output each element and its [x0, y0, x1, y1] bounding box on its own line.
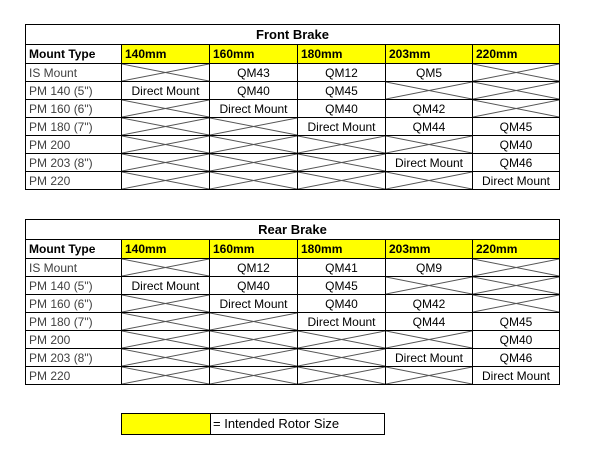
adapter-cell: QM45 [473, 313, 560, 331]
cross-out-mark [386, 367, 472, 384]
cross-out-mark [298, 367, 385, 384]
col-header-160mm: 160mm [210, 240, 298, 259]
mount-type-label: PM 203 (8") [26, 349, 122, 367]
cross-out-mark [122, 118, 209, 135]
table-row [26, 64, 560, 82]
col-header-mount-type: Mount Type [26, 45, 122, 64]
mount-type-label: PM 140 (5") [26, 277, 122, 295]
adapter-cell: QM40 [298, 100, 386, 118]
adapter-cell: QM12 [210, 259, 298, 277]
not-applicable-cell [210, 313, 298, 331]
legend-text: = Intended Rotor Size [213, 416, 340, 431]
not-applicable-cell [122, 118, 210, 136]
cross-out-mark [210, 172, 297, 189]
cross-out-mark [298, 154, 385, 171]
col-header-140mm: 140mm [122, 240, 210, 259]
adapter-cell: Direct Mount [210, 100, 298, 118]
adapter-cell: QM40 [298, 295, 386, 313]
not-applicable-cell [386, 367, 473, 385]
cross-out-mark [210, 313, 297, 330]
cross-out-mark [122, 313, 209, 330]
cross-out-mark [473, 295, 559, 312]
adapter-cell: QM44 [386, 118, 473, 136]
not-applicable-cell [210, 172, 298, 190]
cross-out-mark [473, 277, 559, 294]
not-applicable-cell [473, 100, 560, 118]
cross-out-mark [122, 172, 209, 189]
not-applicable-cell [386, 277, 473, 295]
adapter-cell: QM45 [298, 82, 386, 100]
not-applicable-cell [122, 349, 210, 367]
table-row [26, 154, 560, 172]
col-header-220mm: 220mm [473, 45, 560, 64]
not-applicable-cell [386, 331, 473, 349]
front-brake-table [25, 24, 560, 190]
not-applicable-cell [122, 331, 210, 349]
adapter-cell: QM45 [473, 118, 560, 136]
col-header-180mm: 180mm [298, 240, 386, 259]
table-row [26, 259, 560, 277]
not-applicable-cell [210, 349, 298, 367]
table-row [26, 313, 560, 331]
table-row [26, 277, 560, 295]
adapter-cell: QM12 [298, 64, 386, 82]
not-applicable-cell [386, 136, 473, 154]
cross-out-mark [122, 295, 209, 312]
not-applicable-cell [210, 367, 298, 385]
cross-out-mark [298, 172, 385, 189]
adapter-cell: Direct Mount [298, 118, 386, 136]
not-applicable-cell [386, 82, 473, 100]
cross-out-mark [122, 367, 209, 384]
cross-out-mark [386, 331, 472, 348]
adapter-cell: QM40 [210, 277, 298, 295]
cross-out-mark [210, 349, 297, 366]
not-applicable-cell [210, 154, 298, 172]
table-row [26, 349, 560, 367]
mount-type-label: PM 200 [26, 136, 122, 154]
adapter-cell: QM46 [473, 349, 560, 367]
adapter-cell: Direct Mount [386, 154, 473, 172]
cross-out-mark [122, 331, 209, 348]
adapter-cell: QM46 [473, 154, 560, 172]
not-applicable-cell [122, 154, 210, 172]
cross-out-mark [473, 259, 559, 276]
cross-out-mark [386, 136, 472, 153]
not-applicable-cell [122, 367, 210, 385]
mount-type-label: IS Mount [26, 64, 122, 82]
not-applicable-cell [210, 331, 298, 349]
adapter-cell: QM43 [210, 64, 298, 82]
col-header-220mm: 220mm [473, 240, 560, 259]
mount-type-label: PM 160 (6") [26, 100, 122, 118]
not-applicable-cell [298, 349, 386, 367]
not-applicable-cell [298, 154, 386, 172]
legend-swatch [122, 414, 211, 434]
not-applicable-cell [473, 277, 560, 295]
cross-out-mark [122, 154, 209, 171]
table-row [26, 100, 560, 118]
legend [121, 413, 385, 435]
mount-type-label: PM 180 (7") [26, 118, 122, 136]
mount-type-label: PM 220 [26, 367, 122, 385]
adapter-cell: QM40 [473, 136, 560, 154]
table-row [26, 367, 560, 385]
not-applicable-cell [210, 136, 298, 154]
col-header-mount-type: Mount Type [26, 240, 122, 259]
cross-out-mark [473, 100, 559, 117]
cross-out-mark [473, 64, 559, 81]
mount-type-label: IS Mount [26, 259, 122, 277]
cross-out-mark [210, 331, 297, 348]
cross-out-mark [298, 136, 385, 153]
col-header-203mm: 203mm [386, 45, 473, 64]
table-row [26, 118, 560, 136]
adapter-cell: QM9 [386, 259, 473, 277]
cross-out-mark [298, 331, 385, 348]
not-applicable-cell [298, 136, 386, 154]
adapter-cell: QM40 [473, 331, 560, 349]
not-applicable-cell [210, 118, 298, 136]
mount-type-label: PM 220 [26, 172, 122, 190]
cross-out-mark [210, 154, 297, 171]
not-applicable-cell [122, 259, 210, 277]
table-row [26, 82, 560, 100]
col-header-180mm: 180mm [298, 45, 386, 64]
adapter-cell: QM42 [386, 100, 473, 118]
rear-brake-table [25, 219, 560, 385]
adapter-cell: Direct Mount [473, 367, 560, 385]
mount-type-label: PM 180 (7") [26, 313, 122, 331]
not-applicable-cell [122, 136, 210, 154]
not-applicable-cell [122, 295, 210, 313]
cross-out-mark [122, 349, 209, 366]
mount-type-label: PM 203 (8") [26, 154, 122, 172]
cross-out-mark [210, 367, 297, 384]
cross-out-mark [298, 349, 385, 366]
cross-out-mark [210, 118, 297, 135]
mount-type-label: PM 140 (5") [26, 82, 122, 100]
col-header-140mm: 140mm [122, 45, 210, 64]
cross-out-mark [122, 259, 209, 276]
adapter-cell: Direct Mount [122, 82, 210, 100]
col-header-203mm: 203mm [386, 240, 473, 259]
cross-out-mark [122, 136, 209, 153]
mount-type-label: PM 160 (6") [26, 295, 122, 313]
adapter-cell: QM42 [386, 295, 473, 313]
adapter-cell: QM41 [298, 259, 386, 277]
table-row [26, 331, 560, 349]
adapter-cell: QM5 [386, 64, 473, 82]
front-brake-title: Front Brake [26, 25, 560, 45]
adapter-cell: Direct Mount [210, 295, 298, 313]
table-row [26, 295, 560, 313]
col-header-160mm: 160mm [210, 45, 298, 64]
adapter-cell: Direct Mount [473, 172, 560, 190]
not-applicable-cell [473, 64, 560, 82]
adapter-cell: QM45 [298, 277, 386, 295]
not-applicable-cell [122, 100, 210, 118]
adapter-cell: Direct Mount [122, 277, 210, 295]
table-row [26, 172, 560, 190]
mount-type-label: PM 200 [26, 331, 122, 349]
not-applicable-cell [386, 172, 473, 190]
not-applicable-cell [298, 367, 386, 385]
not-applicable-cell [473, 259, 560, 277]
cross-out-mark [386, 82, 472, 99]
not-applicable-cell [122, 172, 210, 190]
table-row [26, 136, 560, 154]
cross-out-mark [386, 277, 472, 294]
adapter-cell: QM44 [386, 313, 473, 331]
not-applicable-cell [298, 172, 386, 190]
adapter-cell: Direct Mount [298, 313, 386, 331]
not-applicable-cell [122, 313, 210, 331]
rear-brake-title: Rear Brake [26, 220, 560, 240]
cross-out-mark [122, 100, 209, 117]
not-applicable-cell [298, 331, 386, 349]
not-applicable-cell [473, 295, 560, 313]
cross-out-mark [473, 82, 559, 99]
cross-out-mark [386, 172, 472, 189]
cross-out-mark [210, 136, 297, 153]
cross-out-mark [122, 64, 209, 81]
adapter-cell: Direct Mount [386, 349, 473, 367]
not-applicable-cell [122, 64, 210, 82]
adapter-cell: QM40 [210, 82, 298, 100]
not-applicable-cell [473, 82, 560, 100]
